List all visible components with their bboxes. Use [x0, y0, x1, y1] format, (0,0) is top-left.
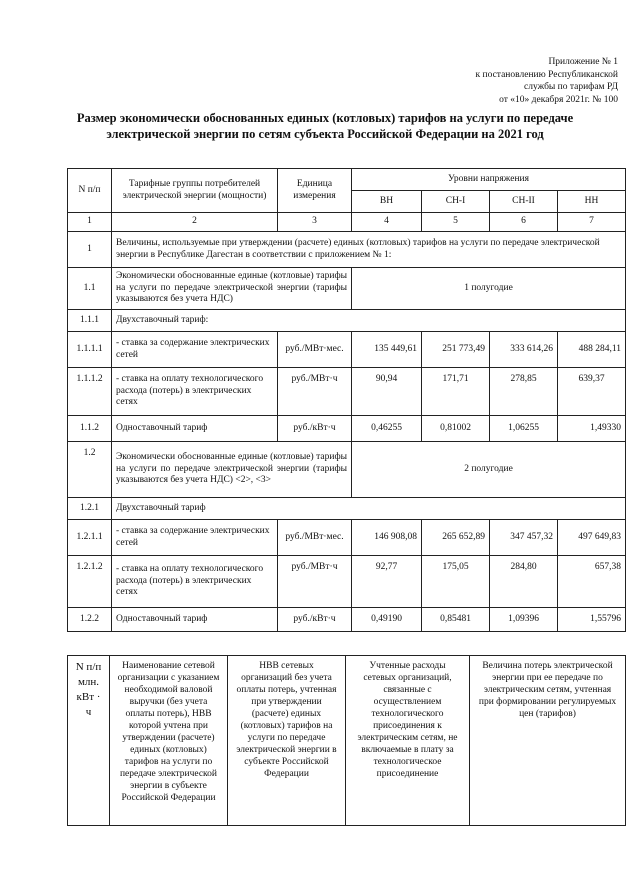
- value-vn: 0,46255: [352, 416, 422, 442]
- col-number: 1: [68, 213, 112, 232]
- value-sn2: 284,80: [490, 556, 558, 608]
- row-text: Двухставочный тариф:: [112, 310, 626, 332]
- second-col-nvv: НВВ сетевых организаций без учета оплаты потерь, учтенная при утверждении (расчете) единых (котловых) тарифов на услуги по передаче электрической энергии в субъекте Российской Федерации: [228, 656, 346, 826]
- value-nn: 639,37: [558, 368, 626, 416]
- row-text: Одноставочный тариф: [112, 416, 278, 442]
- row-unit: руб./кВт·ч: [278, 416, 352, 442]
- col-number: 2: [112, 213, 278, 232]
- row-unit: руб./кВт·ч: [278, 608, 352, 632]
- value-vn: 146 908,08: [352, 520, 422, 556]
- row-num: 1.2: [68, 442, 112, 498]
- row-num: 1: [68, 232, 112, 268]
- row-text: Величины, используемые при утверждении (расчете) единых (котловых) тарифов на услуги по передаче электрической энергии в Республике Дагестан в соответствии с приложением № 1:: [112, 232, 626, 268]
- value-sn1: 0,81002: [422, 416, 490, 442]
- value-nn: 1,49330: [558, 416, 626, 442]
- value-vn: 0,49190: [352, 608, 422, 632]
- appendix-line-3: службы по тарифам РД: [524, 82, 618, 92]
- col-number: 4: [352, 213, 422, 232]
- appendix-line-2: к постановлению Республиканской: [475, 69, 618, 80]
- row-text: Двухставочный тариф: [112, 498, 626, 520]
- value-sn1: 171,71: [422, 368, 490, 416]
- row-num: 1.1.1: [68, 310, 112, 332]
- header-vn: ВН: [352, 191, 422, 213]
- value-nn: 657,38: [558, 556, 626, 608]
- value-sn2: 347 457,32: [490, 520, 558, 556]
- value-sn2: 1,06255: [490, 416, 558, 442]
- row-text: - ставка на оплату технологического расхода (потерь) в электрических сетях: [112, 556, 278, 608]
- value-nn: 488 284,11: [558, 332, 626, 368]
- document-title: [50, 110, 600, 142]
- value-sn1: 0,85481: [422, 608, 490, 632]
- appendix-header: [400, 56, 618, 106]
- row-text: - ставка за содержание электрических сетей: [112, 520, 278, 556]
- table-row: [68, 368, 626, 416]
- value-sn1: 251 773,49: [422, 332, 490, 368]
- value-sn1: 265 652,89: [422, 520, 490, 556]
- header-group: Тарифные группы потребителей электрической энергии (мощности): [112, 169, 278, 213]
- col-number: 7: [558, 213, 626, 232]
- row-unit: руб./МВт·мес.: [278, 332, 352, 368]
- second-col-losses: Величина потерь электрической энергии при ее передаче по электрическим сетям, учтенная при формировании регулируемых цен (тарифов): [470, 656, 626, 826]
- row-unit: руб./МВт·ч: [278, 556, 352, 608]
- header-num: N п/п: [68, 169, 112, 213]
- row-num: 1.2.1: [68, 498, 112, 520]
- period-label: 2 полугодие: [352, 442, 626, 498]
- row-num: 1.2.1.1: [68, 520, 112, 556]
- row-text: Экономически обоснованные единые (котловые) тарифы на услуги по передаче электрической энергии (тарифы указываются без учета НДС) <2>, <3>: [112, 442, 352, 498]
- appendix-line-1: Приложение № 1: [548, 57, 618, 67]
- row-num: 1.1: [68, 268, 112, 310]
- value-sn2: 278,85: [490, 368, 558, 416]
- col-number: 6: [490, 213, 558, 232]
- row-unit: руб./МВт·мес.: [278, 520, 352, 556]
- value-sn1: 175,05: [422, 556, 490, 608]
- table-row: [68, 332, 626, 368]
- header-nn: НН: [558, 191, 626, 213]
- header-unit: Единица измерения: [278, 169, 352, 213]
- column-numbers-row: [68, 213, 626, 232]
- table-row: [68, 442, 626, 498]
- row-num: 1.1.2: [68, 416, 112, 442]
- row-unit: руб./МВт·ч: [278, 368, 352, 416]
- table-row: [68, 520, 626, 556]
- row-text: - ставка на оплату технологического расхода (потерь) в электрических сетях: [112, 368, 278, 416]
- value-nn: 497 649,83: [558, 520, 626, 556]
- table-row: [68, 498, 626, 520]
- table-row: [68, 310, 626, 332]
- header-levels: Уровни напряжения: [352, 169, 626, 191]
- row-num: 1.1.1.1: [68, 332, 112, 368]
- value-vn: 92,77: [352, 556, 422, 608]
- appendix-line-4: от «10» декабря 2021г. № 100: [499, 94, 618, 105]
- table-row: [68, 268, 626, 310]
- value-vn: 90,94: [352, 368, 422, 416]
- second-col-connection-costs: Учтенные расходы сетевых организаций, связанные с осуществлением технологического присоединения к электрическим сетям, не включаемые в плату за технологическое присоединение: [346, 656, 470, 826]
- row-text: - ставка за содержание электрических сетей: [112, 332, 278, 368]
- period-label: 1 полугодие: [352, 268, 626, 310]
- table-row: [68, 416, 626, 442]
- value-sn2: 333 614,26: [490, 332, 558, 368]
- col-number: 3: [278, 213, 352, 232]
- row-num: 1.2.1.2: [68, 556, 112, 608]
- table-row: [68, 232, 626, 268]
- value-nn: 1,55796: [558, 608, 626, 632]
- title-line-1: Размер экономически обоснованных единых (котловых) тарифов на услуги по передаче: [76, 111, 574, 125]
- row-text: Одноставочный тариф: [112, 608, 278, 632]
- title-line-2: электрической энергии по сетям субъекта Российской Федерации на 2021 год: [106, 127, 544, 141]
- second-col-organization: Наименование сетевой организации с указанием необходимой валовой выручки (без учета оплаты потерь), НВВ которой учтена при утверждении (расчете) единых (котловых) тарифов на услуги по передаче электрической энергии в субъекте Российской Федерации: [110, 656, 228, 826]
- value-vn: 135 449,61: [352, 332, 422, 368]
- row-text: Экономически обоснованные единые (котловые) тарифы на услуги по передаче электрической энергии (тарифы указываются без учета НДС): [112, 268, 352, 310]
- row-num: 1.1.1.2: [68, 368, 112, 416]
- network-organizations-table: [67, 655, 626, 826]
- value-sn2: 1,09396: [490, 608, 558, 632]
- header-sn2: СН-II: [490, 191, 558, 213]
- row-num: 1.2.2: [68, 608, 112, 632]
- table-row: [68, 608, 626, 632]
- header-sn1: СН-I: [422, 191, 490, 213]
- second-header-row: [68, 656, 626, 826]
- col-number: 5: [422, 213, 490, 232]
- header-row: [68, 169, 626, 191]
- second-col-num-unit: N п/п млн. кВт · ч: [68, 656, 110, 826]
- tariff-table: [67, 168, 626, 632]
- table-row: [68, 556, 626, 608]
